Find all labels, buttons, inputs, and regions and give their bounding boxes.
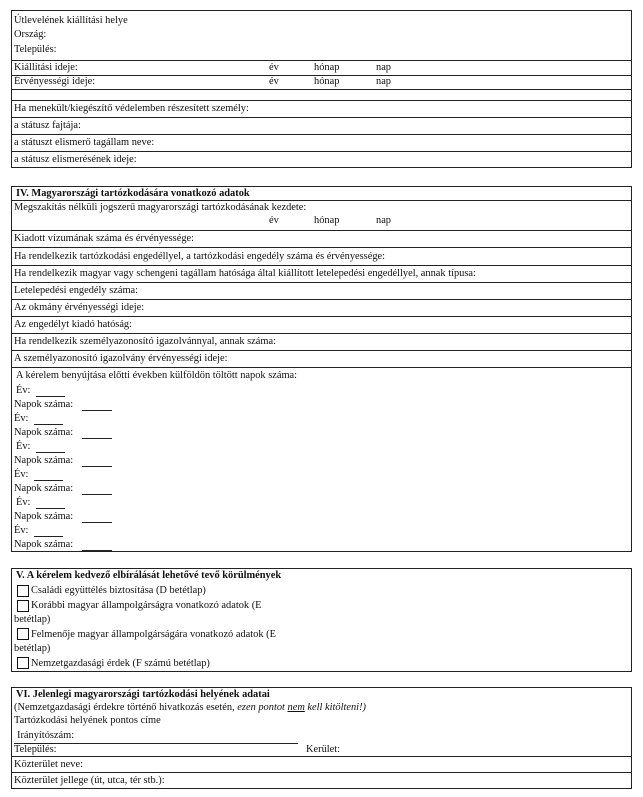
days-entry-blank[interactable] bbox=[82, 522, 112, 523]
divider bbox=[11, 265, 632, 266]
year-entry-blank[interactable] bbox=[36, 396, 65, 397]
address-city-field[interactable]: Település: bbox=[14, 744, 57, 755]
divider bbox=[11, 756, 632, 757]
divider bbox=[11, 134, 632, 135]
ancestor-citizenship-label: Felmenője magyar állampolgárságára vonatkozó adatok (E bbox=[31, 629, 276, 640]
section-vi-title: VI. Jelenlegi magyarországi tartózkodási helyének adatai bbox=[16, 689, 270, 700]
divider bbox=[11, 282, 632, 283]
month-label: hónap bbox=[314, 215, 340, 226]
former-citizenship-label-cont: betétlap) bbox=[14, 614, 51, 625]
economic-interest-checkbox[interactable] bbox=[17, 657, 29, 669]
family-reunion-label: Családi együttélés biztosítása (D betétlap) bbox=[31, 585, 206, 596]
days-entry-label: Napok száma: bbox=[14, 511, 74, 522]
divider bbox=[11, 247, 632, 248]
section-v-box bbox=[11, 568, 632, 672]
former-citizenship-checkbox[interactable] bbox=[17, 600, 29, 612]
days-entry-label: Napok száma: bbox=[14, 483, 74, 494]
ancestor-citizenship-label-cont: betétlap) bbox=[14, 643, 51, 654]
days-entry-blank[interactable] bbox=[82, 494, 112, 495]
days-entry-label: Napok száma: bbox=[14, 399, 74, 410]
visa-field[interactable]: Kiadott vízumának száma és érvényessége: bbox=[14, 233, 195, 244]
divider bbox=[11, 367, 632, 368]
year-label: év bbox=[269, 62, 279, 73]
days-entry-label: Napok száma: bbox=[14, 539, 74, 550]
year-label: év bbox=[269, 215, 279, 226]
residence-start-label: Megszakítás nélküli jogszerű magyarországi tartózkodásának kezdete: bbox=[14, 202, 307, 213]
address-label: Tartózkodási helyének pontos címe bbox=[14, 715, 161, 726]
ancestor-citizenship-checkbox[interactable] bbox=[17, 628, 29, 640]
section-v-title: V. A kérelem kedvező elbírálását lehetővé tevő körülmények bbox=[16, 570, 282, 581]
year-entry-blank[interactable] bbox=[36, 452, 65, 453]
family-reunion-checkbox[interactable] bbox=[17, 585, 29, 597]
divider bbox=[11, 60, 632, 61]
refugee-question: Ha menekült/kiegészítő védelemben részesített személy: bbox=[14, 103, 249, 114]
former-citizenship-label: Korábbi magyar állampolgárságra vonatkozó adatok (E bbox=[31, 600, 262, 611]
passport-issue-place-label: Útlevelének kiállítási helye bbox=[14, 15, 128, 26]
days-abroad-label: A kérelem benyújtása előtti években külföldön töltött napok száma: bbox=[16, 370, 298, 381]
city-field[interactable]: Település: bbox=[14, 44, 57, 55]
year-entry-label: Év: bbox=[16, 497, 31, 508]
year-label: év bbox=[269, 76, 279, 87]
zip-field[interactable]: Irányítószám: bbox=[17, 730, 75, 741]
recognizing-state-field[interactable]: a státuszt elismerő tagállam neve: bbox=[14, 137, 155, 148]
settlement-permit-number-field[interactable]: Letelepedési engedély száma: bbox=[14, 285, 139, 296]
status-type-field[interactable]: a státusz fajtája: bbox=[14, 120, 81, 131]
divider bbox=[11, 89, 632, 90]
days-entry-label: Napok száma: bbox=[14, 455, 74, 466]
divider bbox=[11, 299, 632, 300]
year-entry-label: Év: bbox=[16, 385, 31, 396]
year-entry-blank[interactable] bbox=[34, 480, 63, 481]
settlement-permit-type-field[interactable]: Ha rendelkezik magyar vagy schengeni tagállam hatósága által kiállított letelepedési engedéllyel, annak típusa: bbox=[14, 268, 476, 279]
document-validity-field[interactable]: Az okmány érvényességi ideje: bbox=[14, 302, 145, 313]
divider bbox=[11, 316, 632, 317]
divider bbox=[11, 151, 632, 152]
recognition-date-field[interactable]: a státusz elismerésének ideje: bbox=[14, 154, 137, 165]
residence-permit-field[interactable]: Ha rendelkezik tartózkodási engedéllyel, a tartózkodási engedély száma és érvényessége: bbox=[14, 251, 386, 262]
divider bbox=[11, 117, 632, 118]
validity-date-field[interactable]: Érvényességi ideje: bbox=[14, 76, 96, 87]
month-label: hónap bbox=[314, 76, 340, 87]
divider bbox=[11, 100, 632, 101]
year-entry-label: Év: bbox=[14, 413, 29, 424]
section-vi-note: (Nemzetgazdasági érdekre történő hivatkozás esetén, ezen pontot nem kell kitölteni!) bbox=[14, 702, 366, 713]
section-iv-title: IV. Magyarországi tartózkodására vonatkozó adatok bbox=[16, 188, 250, 199]
days-entry-label: Napok száma: bbox=[14, 427, 74, 438]
district-field[interactable]: Kerület: bbox=[306, 744, 341, 755]
year-entry-blank[interactable] bbox=[36, 508, 65, 509]
divider bbox=[11, 200, 632, 201]
issue-date-field[interactable]: Kiállítási ideje: bbox=[14, 62, 78, 73]
days-entry-blank[interactable] bbox=[82, 438, 112, 439]
year-entry-label: Év: bbox=[14, 525, 29, 536]
divider bbox=[11, 333, 632, 334]
day-label: nap bbox=[376, 215, 392, 226]
divider bbox=[11, 772, 632, 773]
divider bbox=[11, 230, 632, 231]
issuing-authority-field[interactable]: Az engedélyt kiadó hatóság: bbox=[14, 319, 133, 330]
days-entry-blank[interactable] bbox=[82, 550, 112, 551]
id-card-number-field[interactable]: Ha rendelkezik személyazonosító igazolvánnyal, annak száma: bbox=[14, 336, 276, 347]
id-card-validity-field[interactable]: A személyazonosító igazolvány érvényességi ideje: bbox=[14, 353, 228, 364]
day-label: nap bbox=[376, 62, 392, 73]
days-entry-blank[interactable] bbox=[82, 410, 112, 411]
year-entry-blank[interactable] bbox=[34, 536, 63, 537]
country-field[interactable]: Ország: bbox=[14, 29, 47, 40]
street-name-field[interactable]: Közterület neve: bbox=[14, 759, 83, 770]
day-label: nap bbox=[376, 76, 392, 87]
divider bbox=[11, 350, 632, 351]
economic-interest-label: Nemzetgazdasági érdek (F számú betétlap) bbox=[31, 658, 210, 669]
days-entry-blank[interactable] bbox=[82, 466, 112, 467]
street-type-field[interactable]: Közterület jellege (út, utca, tér stb.): bbox=[14, 775, 165, 786]
year-entry-blank[interactable] bbox=[34, 424, 63, 425]
year-entry-label: Év: bbox=[14, 469, 29, 480]
month-label: hónap bbox=[314, 62, 340, 73]
year-entry-label: Év: bbox=[16, 441, 31, 452]
